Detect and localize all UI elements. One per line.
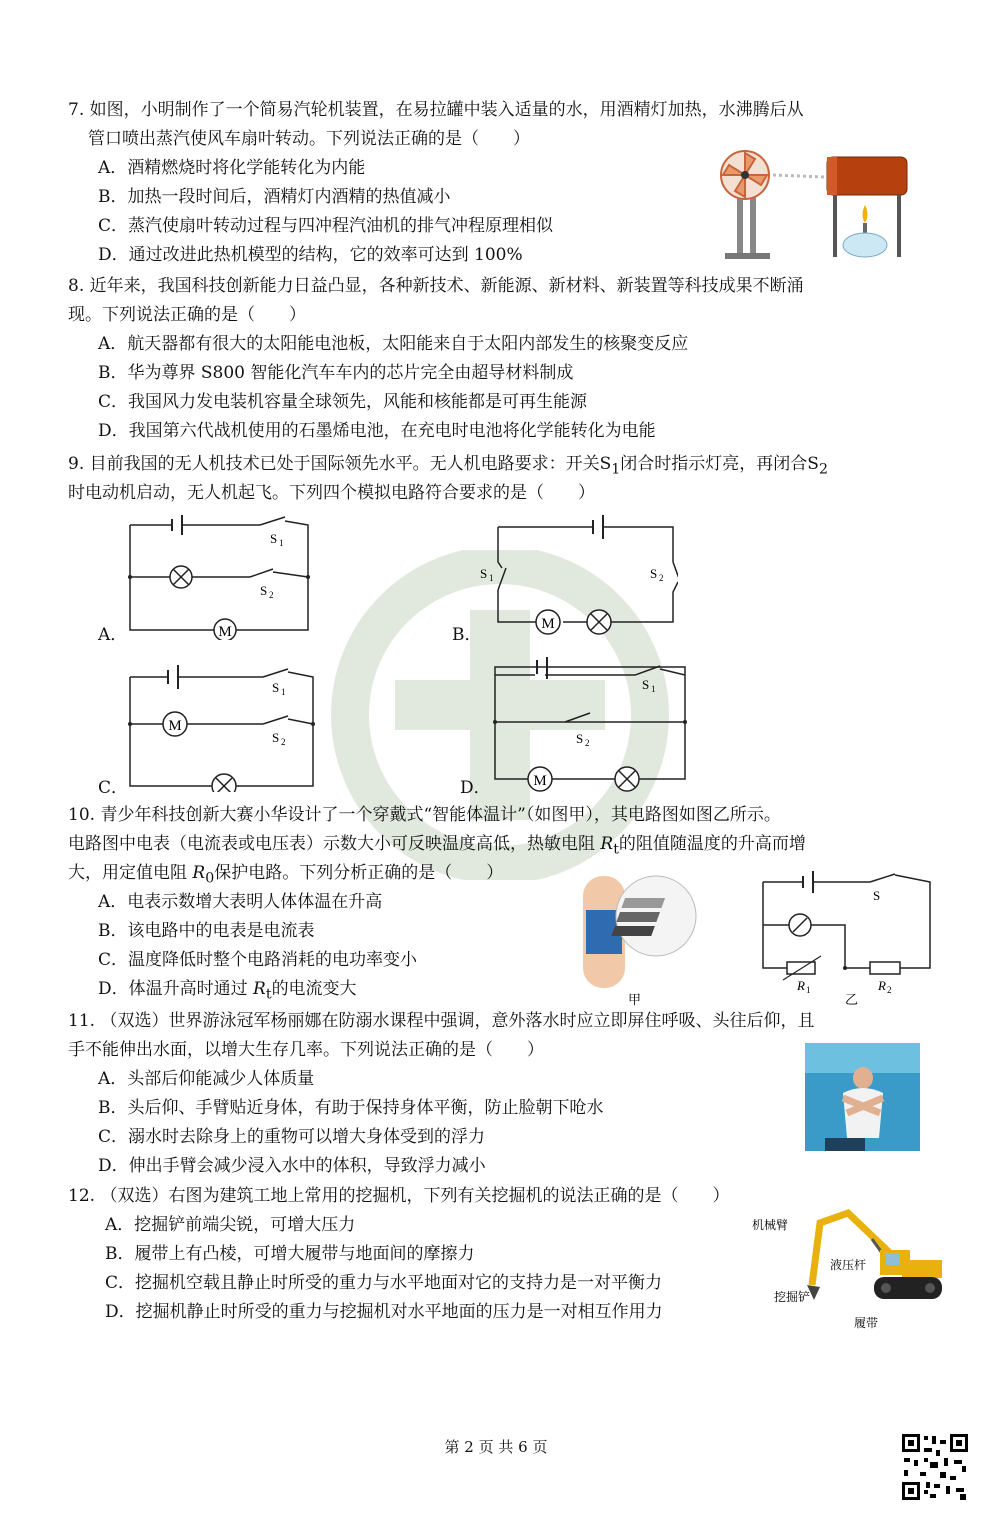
s1-label: S bbox=[270, 531, 278, 546]
motor-label: M bbox=[533, 773, 547, 789]
q10-optd-rt: R bbox=[253, 979, 266, 999]
s2-label: S bbox=[260, 583, 268, 598]
q12-option-b: B．履带上有凸棱，可增大履带与地面间的摩擦力 bbox=[105, 1244, 475, 1264]
q8-option-d: D．我国第六代战机使用的石墨烯电池，在充电时电池将化学能转化为电能 bbox=[98, 421, 656, 441]
q9-switch1: S bbox=[599, 454, 612, 474]
q8-stem-line2: 现。下列说法正确的是（ ） bbox=[68, 305, 306, 325]
q9-stem-line2: 时电动机启动，无人机起飞。下列四个模拟电路符合要求的是（ ） bbox=[68, 483, 595, 503]
lamp-icon bbox=[212, 774, 236, 792]
q7-option-c: C．蒸汽使扇叶转动过程与四冲程汽油机的排气冲程原理相似 bbox=[98, 216, 554, 236]
can-icon bbox=[827, 157, 907, 195]
q9-circuit-c bbox=[118, 662, 323, 792]
switch-label: S bbox=[873, 888, 881, 903]
q10-wearable-figure bbox=[568, 868, 703, 1008]
q12-option-a: A．挖掘铲前端尖锐，可增大压力 bbox=[105, 1215, 356, 1235]
q7-stem-line2: 管口喷出蒸汽使风车扇叶转动。下列说法正确的是（ ） bbox=[88, 129, 530, 149]
q8-option-a: A．航天器都有很大的太阳能电池板，太阳能来自于太阳内部发生的核聚变反应 bbox=[98, 334, 689, 354]
q9-circuit-d bbox=[485, 657, 695, 792]
r2-label: R bbox=[878, 978, 886, 993]
r1-sub: 1 bbox=[806, 985, 811, 995]
s1-label: S bbox=[642, 677, 650, 692]
s1-label: S bbox=[480, 566, 488, 581]
resistor-icon bbox=[870, 962, 900, 974]
q11-option-a: A．头部后仰能减少人体质量 bbox=[98, 1069, 315, 1089]
q11-swimmer-photo bbox=[805, 1043, 920, 1151]
motor-label: M bbox=[541, 616, 555, 632]
q7-steam-turbine-figure bbox=[715, 135, 925, 265]
motor-label: M bbox=[168, 718, 182, 734]
swimmer-head-icon bbox=[853, 1067, 873, 1089]
q10-r0: R bbox=[192, 863, 206, 883]
q8-option-b: B．华为尊界 S800 智能化汽车车内的芯片完全由超导材料制成 bbox=[98, 363, 574, 383]
q10-option-c: C．温度降低时整个电路消耗的电功率变小 bbox=[98, 950, 418, 970]
q7-stem-line1: 7. 如图，小明制作了一个简易汽轮机装置，在易拉罐中装入适量的水，用酒精灯加热，水沸腾后从 bbox=[68, 100, 804, 120]
q9-label-c: C． bbox=[98, 778, 129, 798]
q10-rt-sub: t bbox=[613, 841, 619, 858]
q9-switch2: S bbox=[807, 454, 819, 474]
q10-r0-sub: 0 bbox=[205, 870, 215, 887]
s1-sub: 1 bbox=[651, 684, 656, 694]
s2-sub: 2 bbox=[659, 573, 664, 583]
s1-sub: 1 bbox=[281, 687, 286, 697]
q10-stem2-part2: 的阻值随温度的升高而增 bbox=[618, 834, 806, 854]
q10-stem2-part1: 电路图中电表（电流表或电压表）示数大小可反映温度高低，热敏电阻 bbox=[68, 834, 601, 854]
q12-option-d: D．挖掘机静止时所受的重力与挖掘机对水平地面的压力是一对相互作用力 bbox=[105, 1302, 663, 1322]
s1-sub: 1 bbox=[489, 573, 494, 583]
q9-circuit-b bbox=[478, 512, 678, 642]
q11-option-d: D．伸出手臂会减少浸入水中的体积，导致浮力减小 bbox=[98, 1156, 486, 1176]
q10-circuit-figure bbox=[755, 870, 940, 1010]
q8-stem-line1: 8. 近年来，我国科技创新能力日益凸显，各种新技术、新能源、新材料、新装置等科技成果不断涌 bbox=[68, 276, 804, 296]
q9-stem-part2: 闭合时指示灯亮，再闭合 bbox=[620, 454, 808, 474]
qr-code-icon bbox=[900, 1432, 970, 1502]
s2-sub: 2 bbox=[281, 737, 286, 747]
q10-optd-rt-sub: t bbox=[265, 986, 272, 1003]
s2-label: S bbox=[576, 731, 584, 746]
flame-icon bbox=[863, 205, 868, 223]
q11-stem-line2: 手不能伸出水面，以增大生存几率。下列说法正确的是（ ） bbox=[68, 1040, 544, 1060]
q10-stem-line1: 10. 青少年科技创新大赛小华设计了一个穿戴式“智能体温计”（如图甲），其电路图如图乙所示。 bbox=[68, 805, 781, 825]
motor-label: M bbox=[218, 624, 232, 640]
q11-option-c: C．溺水时去除身上的重物可以增大身体受到的浮力 bbox=[98, 1127, 486, 1147]
label-hydraulic: 液压杆 bbox=[830, 1258, 867, 1272]
s1-sub: 1 bbox=[279, 538, 284, 548]
label-bucket: 挖掘铲 bbox=[774, 1290, 811, 1304]
q10-optd-part2: 的电流变大 bbox=[271, 979, 357, 999]
label-arm: 机械臂 bbox=[752, 1218, 789, 1232]
q9-stem-part1: 9. 目前我国的无人机技术已处于国际领先水平。无人机电路要求：开关 bbox=[68, 454, 600, 474]
q10-stem3-part1: 大，用定值电阻 bbox=[68, 863, 193, 883]
page-number: 第 2 页 共 6 页 bbox=[444, 1438, 548, 1456]
q9-label-d: D． bbox=[460, 778, 491, 798]
q9-switch1-sub: 1 bbox=[611, 461, 621, 478]
alcohol-lamp-icon bbox=[843, 233, 887, 257]
q10-rt: R bbox=[600, 834, 614, 854]
q7-option-d: D．通过改进此热机模型的结构，它的效率可达到 100% bbox=[98, 245, 523, 265]
s2-label: S bbox=[650, 566, 658, 581]
fig-yi-label: 乙 bbox=[845, 992, 859, 1007]
q10-stem-line2 bbox=[68, 833, 806, 860]
q8-option-c: C．我国风力发电装机容量全球领先，风能和核能都是可再生能源 bbox=[98, 392, 588, 412]
q11-stem-line1: 11. （双选）世界游泳冠军杨丽娜在防溺水课程中强调，意外落水时应立即屏住呼吸、头往后仰，且 bbox=[68, 1011, 815, 1031]
q7-option-a: A．酒精燃烧时将化学能转化为内能 bbox=[98, 158, 366, 178]
s1-label: S bbox=[272, 680, 280, 695]
fig-jia-label: 甲 bbox=[628, 992, 642, 1007]
q10-option-d bbox=[98, 978, 357, 1005]
q10-stem3-part2: 保护电路。下列分析正确的是（ ） bbox=[214, 863, 504, 883]
q11-option-b: B．头后仰、手臂贴近身体，有助于保持身体平衡，防止脸朝下呛水 bbox=[98, 1098, 604, 1118]
q10-stem-line3 bbox=[68, 862, 503, 889]
q10-optd-part1: D．体温升高时通过 bbox=[98, 979, 254, 999]
q12-option-c: C．挖掘机空载且静止时所受的重力与水平地面对它的支持力是一对平衡力 bbox=[105, 1273, 663, 1293]
q10-option-a: A．电表示数增大表明人体体温在升高 bbox=[98, 892, 383, 912]
q12-excavator-figure bbox=[752, 1205, 947, 1335]
q12-stem-line1: 12. （双选）右图为建筑工地上常用的挖掘机，下列有关挖掘机的说法正确的是（ ） bbox=[68, 1186, 730, 1206]
s2-label: S bbox=[272, 730, 280, 745]
q9-label-a: A． bbox=[98, 625, 128, 645]
q10-option-b: B．该电路中的电表是电流表 bbox=[98, 921, 315, 941]
label-track: 履带 bbox=[854, 1316, 879, 1330]
s2-sub: 2 bbox=[269, 590, 274, 600]
q9-circuit-a bbox=[120, 515, 320, 640]
s2-sub: 2 bbox=[585, 738, 590, 748]
q9-label-b: B． bbox=[452, 625, 482, 645]
r2-sub: 2 bbox=[887, 985, 892, 995]
q9-switch2-sub: 2 bbox=[818, 461, 828, 478]
q9-stem-line1 bbox=[68, 453, 828, 480]
excavator-icon bbox=[807, 1213, 942, 1300]
q7-option-b: B．加热一段时间后，酒精灯内酒精的热值减小 bbox=[98, 187, 451, 207]
r1-label: R bbox=[797, 978, 805, 993]
